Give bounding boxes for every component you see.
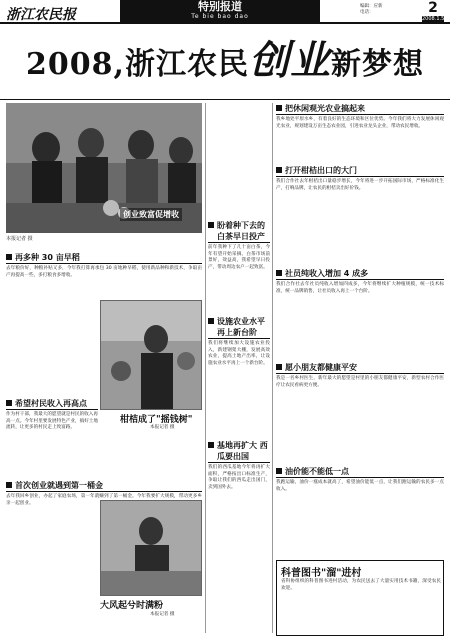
newspaper-logo: 浙江农民报 <box>6 7 76 23</box>
section-title: 特别报道 <box>198 0 242 13</box>
main-photo-overlay: 创业致富促增收 <box>120 208 182 221</box>
farmer-photo-image <box>101 301 202 410</box>
article-title: 希望村民收入再高点 <box>6 398 98 410</box>
headline-part3: 新梦想 <box>330 47 424 82</box>
main-headline <box>0 26 450 100</box>
article-body: 去年我回乡创业，办起了家庭农场，第一年就赚到了第一桶金。今年我要扩大规模，带动更多乡亲一起创业。 <box>6 494 202 506</box>
farmer-photo-credit: 本报记者 摄 <box>150 425 175 430</box>
column-rule <box>272 103 273 633</box>
article-title: 基地再扩大 西瓜要出国 <box>208 440 270 463</box>
article-white-tea <box>208 220 270 271</box>
article-body: 我乡地处平原水乡，有着良好的生态环境和区位优势。今年我们将大力发展休闲观光农业，规划建设万亩生态农业园，引进农业龙头企业，带动农民增收。 <box>276 117 444 129</box>
article-body: 我们将继续加大设施农业投入，新建钢架大棚，发展高效农业，提高土地产出率，让设施农业水平再上一个新台阶。 <box>208 341 270 366</box>
woman-photo-image <box>101 501 202 596</box>
page-number-box <box>422 0 444 22</box>
article-watermelon-export <box>208 440 270 491</box>
article-title: 油价能不能低一点 <box>276 466 444 478</box>
woman-photo <box>100 500 202 596</box>
woman-photo-caption: 大风起兮时满粉 <box>100 601 164 611</box>
headline-text <box>26 37 424 84</box>
main-photo-credit: 本报记者 摄 <box>6 236 33 242</box>
feature-box <box>276 560 444 636</box>
article-body: 前年我种下了几十亩白茶，今年有望开始采摘。白茶市场前景好，效益高，我希望早日投产，带动周边农户一起致富。 <box>208 245 270 270</box>
article-cooperative-income <box>276 268 444 295</box>
article-body: 我跑运输，油价一涨成本就高了，希望油价能低一点，让我们跑运输的农民多一点收入。 <box>276 480 444 492</box>
page-number: 2 <box>428 0 438 16</box>
headline-part1: 2008,浙江农民 <box>26 47 249 82</box>
meta-editor: 编辑：应新 <box>360 4 383 9</box>
article-title: 把休闲观光农业搞起来 <box>276 103 444 115</box>
article-leisure-agriculture <box>276 103 444 130</box>
article-body: 作为村干部，我最大的愿望就是村民的收入再高一点。今年村里要发展特色产业，搞好土地流转，让更多的村民走上致富路。 <box>6 412 98 431</box>
farmer-photo <box>100 300 202 410</box>
article-title: 打开柑桔出口的大门 <box>276 165 444 177</box>
article-body: 我们合作社去年社员纯收入增加四成多，今年将继续扩大种植规模，统一技术标准，统一品牌销售，让社员收入再上一个台阶。 <box>276 282 444 294</box>
article-title: 愿小朋友都健康平安 <box>276 362 444 374</box>
article-title: 设施农业水平再上新台阶 <box>208 316 270 339</box>
article-title: 再多种 30 亩早稻 <box>6 252 202 264</box>
farmer-photo-caption: 柑桔成了"摇钱树" <box>120 415 193 425</box>
article-early-rice <box>6 252 202 279</box>
article-children-health <box>276 362 444 389</box>
article-facility-agriculture <box>208 316 270 367</box>
section-pinyin: Te bie bao dao <box>191 13 249 20</box>
masthead-meta <box>360 4 383 16</box>
article-title: 盼着种下去的白茶早日投产 <box>208 220 270 243</box>
article-title: 首次创业就遇到第一桶金 <box>6 480 202 492</box>
article-title: 社员纯收入增加 4 成多 <box>276 268 444 280</box>
headline-part2: 创业 <box>248 37 331 84</box>
masthead <box>0 0 450 24</box>
article-body: 我们的西瓜基地今年将再扩大面积，严格按出口标准生产，争取让我们的西瓜走出国门，卖到国外去。 <box>208 465 270 490</box>
feature-title: 科普图书"溜"进村 <box>281 568 362 579</box>
meta-phone: 电话： <box>360 10 374 15</box>
column-rule <box>205 103 206 633</box>
feature-text: 省科协组织的科普图书进村活动，为农民送去了大量实用技术书籍，深受农民欢迎。 <box>281 579 441 591</box>
article-body: 去年粮价好，种粮补贴又多，今年我打算再承包 30 亩地种早稻，使用新品种和新技术，争取亩产再提高一些，多打粮食多增收。 <box>6 266 202 278</box>
article-citrus-export <box>276 165 444 192</box>
article-body: 我是一名乡村医生，新年最大的愿望是村里的小朋友都健康平安，新型农村合作医疗让农民看病更方便。 <box>276 376 444 388</box>
article-villager-income <box>6 398 98 432</box>
woman-photo-credit: 本报记者 摄 <box>150 612 175 617</box>
page-date: 2008.1.5 <box>422 16 445 22</box>
article-fuel-price <box>276 466 444 493</box>
section-banner <box>120 0 320 22</box>
article-body: 我们合作社去年柑桔出口量稳步增长，今年将进一步开拓国际市场，严格标准化生产，打响品牌，让农民的柑桔卖出好价钱。 <box>276 179 444 191</box>
